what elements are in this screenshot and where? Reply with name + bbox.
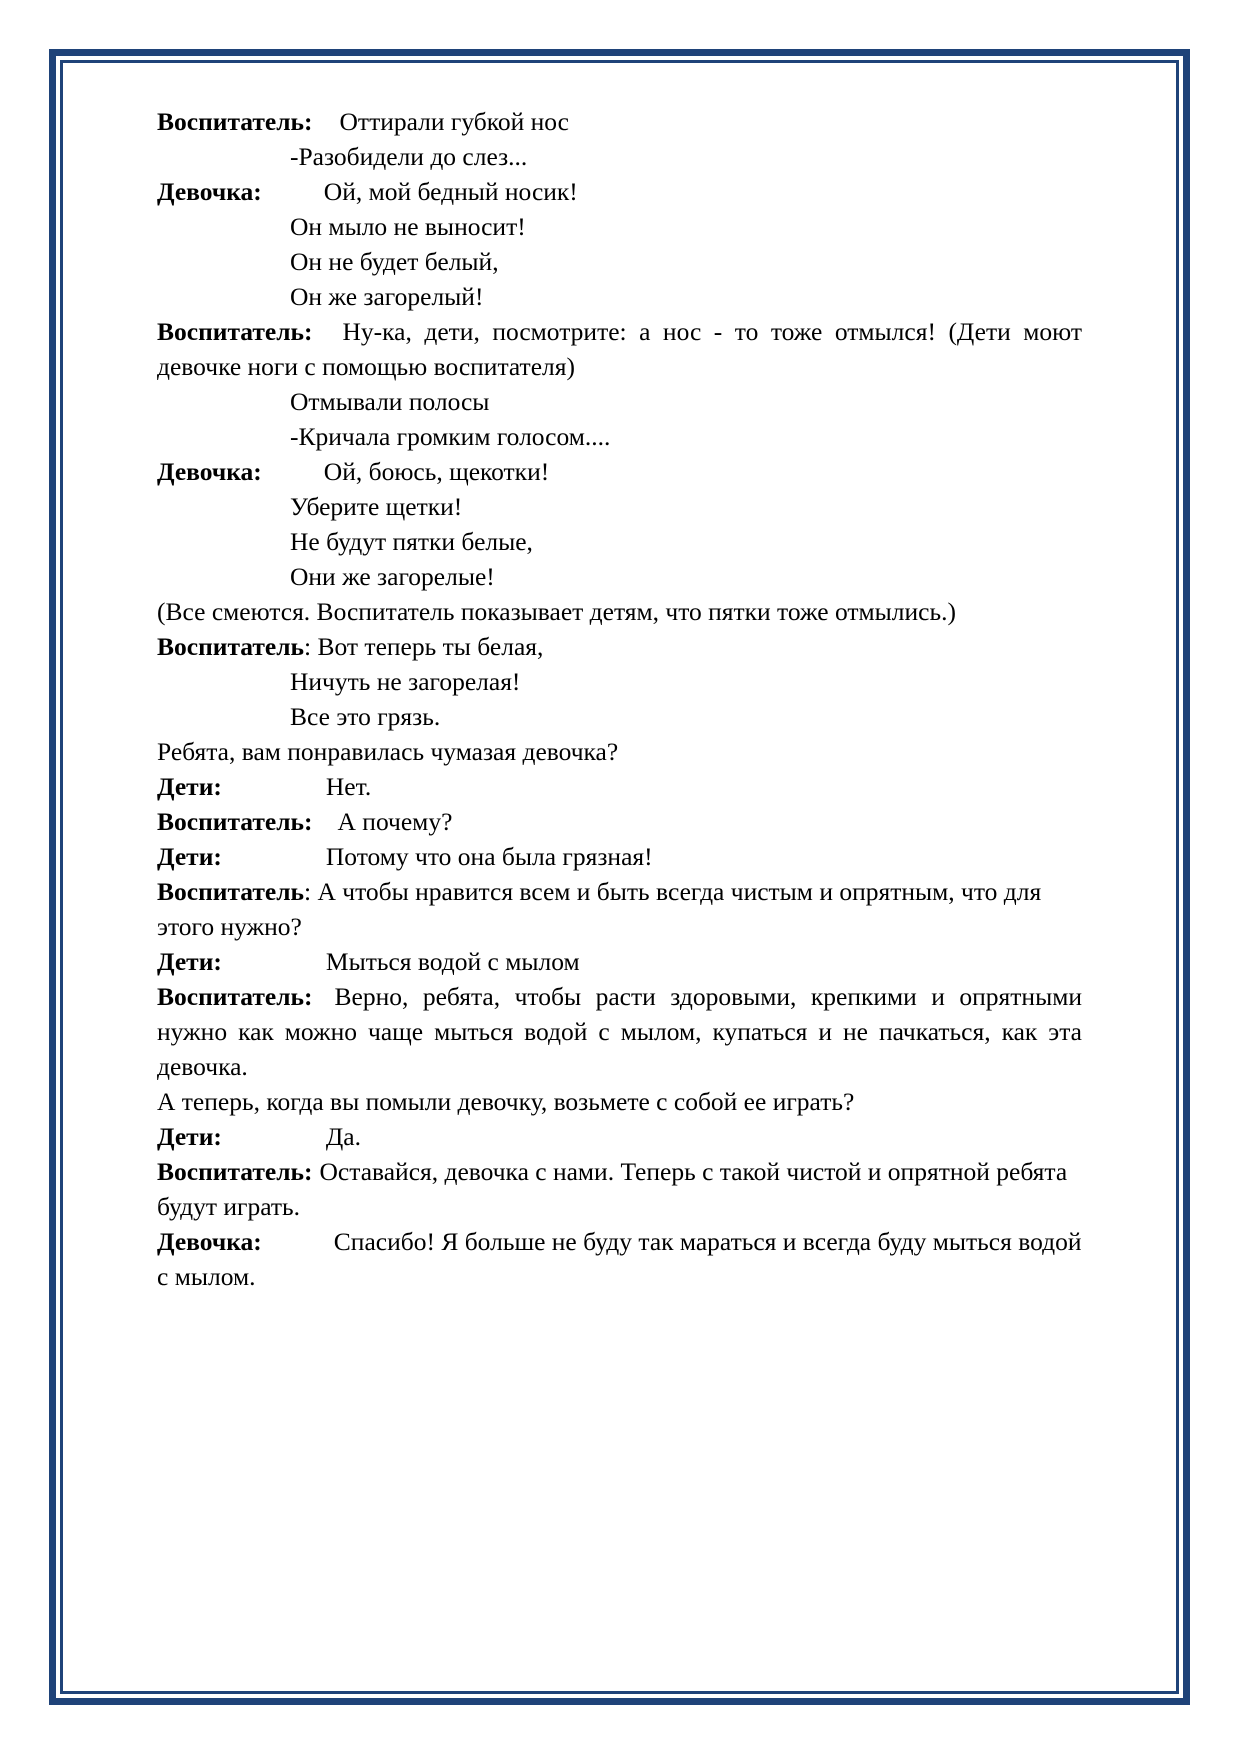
- dialogue-paragraph: [157, 874, 1082, 944]
- speaker-label: Девочка:: [157, 457, 262, 486]
- speaker-label: Дети:: [157, 947, 222, 976]
- speaker-label: Дети:: [157, 1122, 222, 1151]
- dialogue-line: [157, 944, 1082, 979]
- speaker-label: Дети:: [157, 772, 222, 801]
- dialogue-line: [157, 804, 1082, 839]
- dialogue-text: Оттирали губкой нос: [339, 107, 569, 136]
- verse-line: [157, 209, 1082, 244]
- dialogue-line: [157, 104, 1082, 139]
- dialogue-line: [157, 1119, 1082, 1154]
- dialogue-text: Потому что она была грязная!: [325, 842, 653, 871]
- dialogue-text: Оставайся, девочка с нами. Теперь с такой чистой и опрятной ребята будут играть.: [157, 1157, 1068, 1221]
- dialogue-paragraph: [157, 979, 1082, 1084]
- dialogue-text: Да.: [325, 1122, 361, 1151]
- dialogue-line: [157, 839, 1082, 874]
- narration-text: Ребята, вам понравилась чумазая девочка?: [157, 737, 619, 766]
- speaker-label: Воспитатель: [157, 632, 305, 661]
- dialogue-text: Мыться водой с мылом: [325, 947, 580, 976]
- dialogue-line: [157, 629, 1082, 664]
- dialogue-paragraph: [157, 1154, 1082, 1224]
- dialogue-text: Ой, мой бедный носик!: [323, 177, 578, 206]
- narration-text: А теперь, когда вы помыли девочку, возьмете с собой ее играть?: [157, 1087, 855, 1116]
- verse-line: [157, 419, 1082, 454]
- dialogue-text: : А чтобы нравится всем и быть всегда чистым и опрятным, что для этого нужно?: [157, 877, 1042, 941]
- narration-line: [157, 734, 1082, 769]
- speaker-label: Девочка:: [157, 1227, 262, 1256]
- verse-text: -Кричала громким голосом....: [290, 422, 611, 451]
- dialogue-line: [157, 769, 1082, 804]
- speaker-label: Воспитатель:: [157, 982, 313, 1011]
- verse-text: Он же загорелый!: [290, 282, 484, 311]
- verse-line: [157, 524, 1082, 559]
- stage-direction: [157, 594, 1082, 629]
- verse-text: Ничуть не загорелая!: [290, 667, 521, 696]
- speaker-label: Девочка:: [157, 177, 262, 206]
- verse-line: [157, 699, 1082, 734]
- dialogue-paragraph: [157, 1224, 1082, 1294]
- dialogue-paragraph: [157, 314, 1082, 384]
- verse-text: Он не будет белый,: [290, 247, 499, 276]
- speaker-label: Воспитатель:: [157, 807, 313, 836]
- dialogue-text: Ой, боюсь, щекотки!: [323, 457, 550, 486]
- speaker-label: Воспитатель: [157, 877, 305, 906]
- speaker-label: Воспитатель:: [157, 1157, 313, 1186]
- stage-direction-text: (Все смеются. Воспитатель показывает детям, что пятки тоже отмылись.): [157, 597, 956, 626]
- verse-line: [157, 279, 1082, 314]
- dialogue-text: Ну-ка, дети, посмотрите: а нос - то тоже отмылся! (Дети моют девочке ноги с помощью воспитателя): [157, 317, 1082, 381]
- verse-text: Отмывали полосы: [290, 387, 490, 416]
- dialogue-text: А почему?: [337, 807, 453, 836]
- verse-line: [157, 244, 1082, 279]
- verse-line: [157, 489, 1082, 524]
- verse-text: Не будут пятки белые,: [290, 527, 533, 556]
- verse-line: [157, 384, 1082, 419]
- verse-text: Все это грязь.: [290, 702, 441, 731]
- document-body: [157, 104, 1082, 1294]
- dialogue-line: [157, 454, 1082, 489]
- verse-line: [157, 559, 1082, 594]
- dialogue-text: Спасибо! Я больше не буду так мараться и всегда буду мыться водой с мылом.: [157, 1227, 1082, 1291]
- speaker-label: Дети:: [157, 842, 222, 871]
- verse-text: Они же загорелые!: [290, 562, 495, 591]
- verse-text: -Разобидели до слез...: [290, 142, 528, 171]
- verse-line: [157, 664, 1082, 699]
- verse-line: [157, 139, 1082, 174]
- verse-text: Уберите щетки!: [290, 492, 463, 521]
- speaker-label: Воспитатель:: [157, 107, 313, 136]
- dialogue-line: [157, 174, 1082, 209]
- dialogue-text: Верно, ребята, чтобы расти здоровыми, крепкими и опрятными нужно как можно чаще мыться водой с мылом, купаться и не пачкаться, как эта девочка.: [157, 982, 1082, 1081]
- verse-text: Он мыло не выносит!: [290, 212, 526, 241]
- narration-line: [157, 1084, 1082, 1119]
- dialogue-text: Нет.: [325, 772, 372, 801]
- speaker-label: Воспитатель:: [157, 317, 313, 346]
- dialogue-text: : Вот теперь ты белая,: [304, 632, 544, 661]
